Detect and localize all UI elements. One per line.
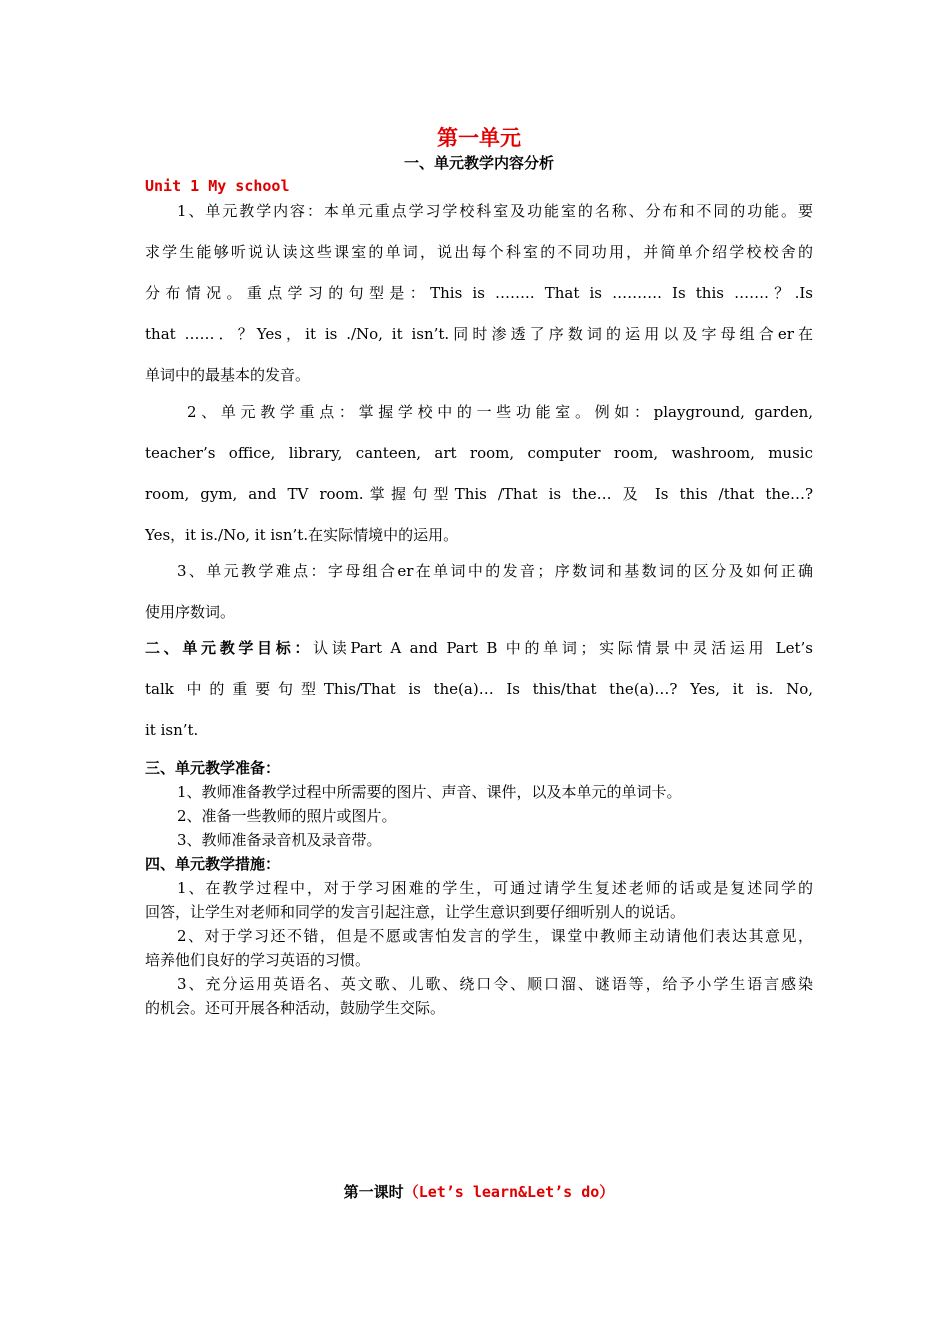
text-line: room, gym, and TV room.掌握句型This /That is the… 及 Is this /that the…? bbox=[145, 485, 813, 503]
lesson-label: 第一课时 bbox=[343, 1183, 404, 1201]
list-item: 2、准备一些教师的照片或图片。 bbox=[177, 807, 397, 825]
unit-heading: Unit 1 My school bbox=[145, 177, 290, 195]
section-label: 二、单元教学目标： bbox=[145, 639, 314, 657]
section-heading-analysis: 一、单元教学内容分析 bbox=[403, 154, 554, 172]
text-line: 的机会。还可开展各种活动，鼓励学生交际。 bbox=[145, 999, 446, 1017]
text-line: 使用序数词。 bbox=[145, 603, 236, 621]
text-line: 单词中的最基本的发音。 bbox=[145, 366, 311, 384]
text-line: 1、在教学过程中，对于学习困难的学生，可通过请学生复述老师的话或是复述同学的 bbox=[177, 879, 813, 897]
paragraph-preparation bbox=[145, 756, 813, 1020]
lesson-heading bbox=[145, 1181, 813, 1202]
text-line: teacher’s office, library, canteen, art room, computer room, washroom, music bbox=[145, 444, 813, 462]
text-line: 2、单元教学重点：掌握学校中的一些功能室。例如：playground, garden, bbox=[187, 403, 813, 421]
paragraph-difficulties bbox=[145, 551, 813, 633]
text-line: 回答，让学生对老师和同学的发言引起注意，让学生意识到要仔细听别人的说话。 bbox=[145, 903, 686, 921]
text-line: talk 中的重要句型This/That is the(a)… Is this/that the(a)…? Yes, it is. No, bbox=[145, 680, 813, 698]
paragraph-objectives bbox=[145, 628, 813, 751]
text-line: 培养他们良好的学习英语的习惯。 bbox=[145, 951, 371, 969]
text-line: 分布情况。重点学习的句型是：This is …….. That is ………. Is this …….？.Is bbox=[145, 284, 813, 302]
text-line: 2、对于学习还不错，但是不愿或害怕发言的学生，课堂中教师主动请他们表达其意见， bbox=[177, 927, 813, 945]
section-label: 四、单元教学措施： bbox=[145, 855, 281, 873]
lesson-activities: （Let’s learn&Let’s do） bbox=[403, 1183, 615, 1201]
list-item: 3、教师准备录音机及录音带。 bbox=[177, 831, 382, 849]
text-line: 3、充分运用英语名、英文歌、儿歌、绕口令、顺口溜、谜语等，给予小学生语言感染 bbox=[177, 975, 813, 993]
text-line: 二、单元教学目标：认读Part A and Part B 中的单词；实际情景中灵活运用 Let’s bbox=[145, 639, 813, 657]
text-line: that ……．？Yes，it is ./No, it isn’t.同时渗透了序数词的运用以及字母组合er在 bbox=[145, 325, 813, 343]
text-line: 1、单元教学内容：本单元重点学习学校科室及功能室的名称、分布和不同的功能。要 bbox=[177, 202, 813, 220]
text-line: it isn’t. bbox=[145, 721, 199, 739]
paragraph-content bbox=[145, 191, 813, 396]
section-label: 三、单元教学准备： bbox=[145, 759, 281, 777]
list-item: 1、教师准备教学过程中所需要的图片、声音、课件，以及本单元的单词卡。 bbox=[177, 783, 682, 801]
document-title: 第一单元 bbox=[437, 125, 521, 150]
paragraph-key-points bbox=[145, 392, 813, 556]
text-line: 求学生能够听说认读这些课室的单词，说出每个科室的不同功用，并简单介绍学校校舍的 bbox=[145, 243, 813, 261]
text-line: Yes，it is./No, it isn’t.在实际情境中的运用。 bbox=[145, 526, 459, 544]
text-line: 3、单元教学难点：字母组合er在单词中的发音；序数词和基数词的区分及如何正确 bbox=[177, 562, 813, 580]
